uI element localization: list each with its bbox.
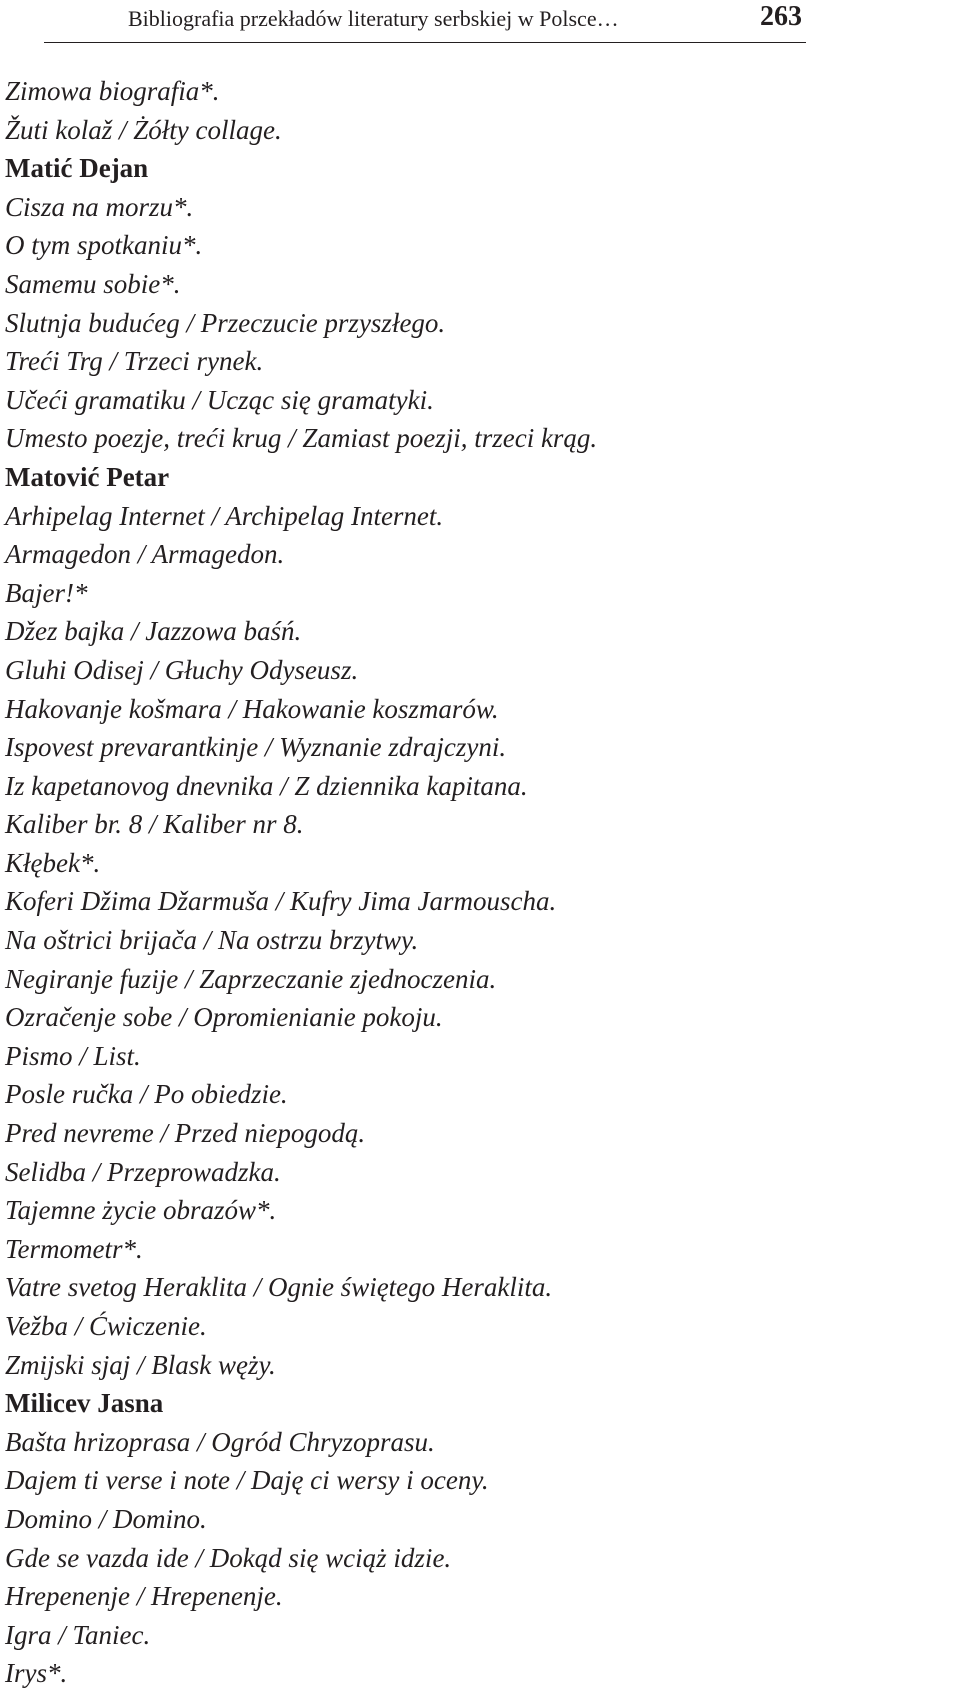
work-title: Domino / Domino. <box>5 1503 207 1534</box>
work-title: Hrepenenje / Hrepenenje. <box>5 1581 283 1612</box>
work-title: O tym spotkaniu*. <box>5 230 203 261</box>
work-title: Samemu sobie*. <box>5 268 181 299</box>
work-title: Pismo / List. <box>5 1040 141 1071</box>
work-title: Slutnja budućeg / Przeczucie przyszłego. <box>5 307 446 338</box>
work-title: Džez bajka / Jazzowa baśń. <box>5 616 302 647</box>
running-header <box>44 0 806 43</box>
work-title: Kłębek*. <box>5 847 101 878</box>
work-title: Dajem ti verse i note / Daję ci wersy i oceny. <box>5 1465 489 1496</box>
work-title: Vatre svetog Heraklita / Ognie świętego Heraklita. <box>5 1272 553 1303</box>
author-heading: Matović Petar <box>5 461 170 492</box>
work-title: Hakovanje košmara / Hakowanie koszmarów. <box>5 693 499 724</box>
work-title: Igra / Taniec. <box>5 1619 151 1650</box>
work-title: Treći Trg / Trzeci rynek. <box>5 346 264 377</box>
author-heading: Milicev Jasna <box>5 1388 164 1419</box>
work-title: Armagedon / Armagedon. <box>5 539 285 570</box>
work-title: Selidba / Przeprowadzka. <box>5 1156 281 1187</box>
bibliography-list <box>5 72 945 1693</box>
work-title: Bajer!* <box>5 577 88 608</box>
work-title: Koferi Džima Džarmuša / Kufry Jima Jarmouscha. <box>5 886 557 917</box>
work-title: Posle ručka / Po obiedzie. <box>5 1079 288 1110</box>
work-title: Ozračenje sobe / Opromienianie pokoju. <box>5 1002 443 1033</box>
work-title: Pred nevreme / Przed niepogodą. <box>5 1118 366 1149</box>
work-title: Ispovest prevarantkinje / Wyznanie zdrajczyni. <box>5 732 507 763</box>
work-title: Cisza na morzu*. <box>5 191 194 222</box>
work-title: Iz kapetanovog dnevnika / Z dziennika kapitana. <box>5 770 528 801</box>
work-title: Tajemne życie obrazów*. <box>5 1195 277 1226</box>
work-title: Negiranje fuzije / Zaprzeczanie zjednoczenia. <box>5 963 497 994</box>
work-title: Na oštrici brijača / Na ostrzu brzytwy. <box>5 925 419 956</box>
work-title: Arhipelag Internet / Archipelag Internet. <box>5 500 444 531</box>
work-title: Umesto poezje, treći krug / Zamiast poezji, trzeci krąg. <box>5 423 598 454</box>
work-title: Kaliber br. 8 / Kaliber nr 8. <box>5 809 304 840</box>
running-title: Bibliografia przekładów literatury serbskiej w Polsce… <box>128 6 619 31</box>
work-title: Gluhi Odisej / Głuchy Odyseusz. <box>5 654 359 685</box>
work-title: Termometr*. <box>5 1233 143 1264</box>
work-title: Irys*. <box>5 1658 68 1689</box>
work-title: Učeći gramatiku / Ucząc się gramatyki. <box>5 384 434 415</box>
work-title: Bašta hrizoprasa / Ogród Chryzoprasu. <box>5 1426 435 1457</box>
author-heading: Matić Dejan <box>5 153 149 184</box>
work-title: Vežba / Ćwiczenie. <box>5 1311 207 1341</box>
work-title: Žuti kolaž / Żółty collage. <box>5 114 282 145</box>
work-title: Gde se vazda ide / Dokąd się wciąż idzie. <box>5 1542 452 1573</box>
work-title: Zmijski sjaj / Blask węży. <box>5 1349 276 1380</box>
page-number: 263 <box>760 1 802 32</box>
work-title: Zimowa biografia*. <box>5 76 220 106</box>
